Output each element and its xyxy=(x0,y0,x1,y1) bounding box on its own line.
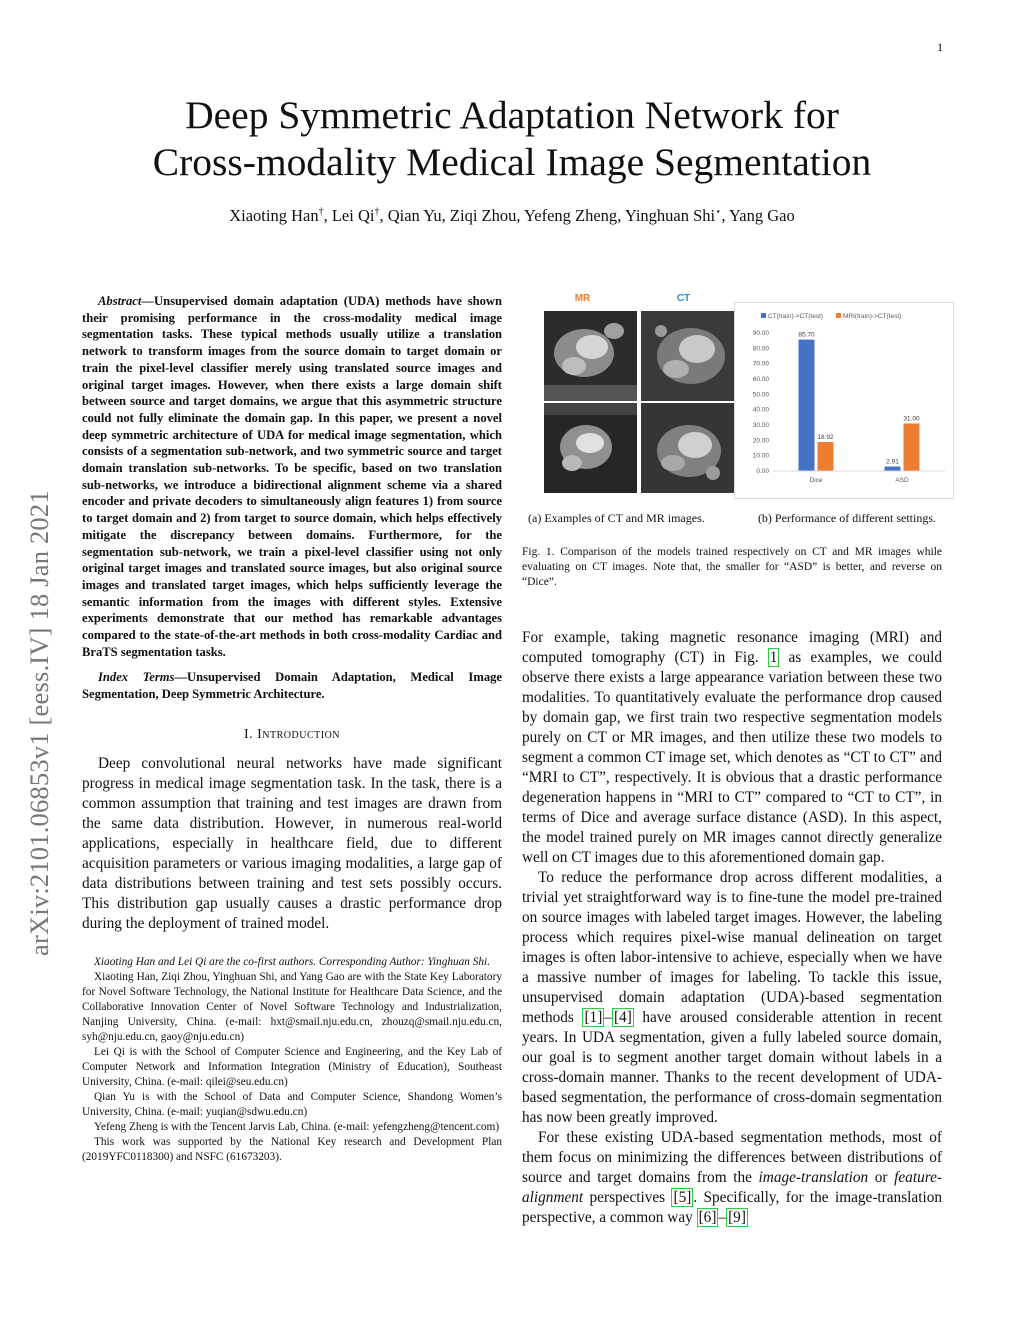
bar xyxy=(885,467,901,471)
subcaption-a: (a) Examples of CT and MR images. xyxy=(528,511,705,525)
ct-scan-image xyxy=(641,311,734,401)
bar xyxy=(904,423,920,471)
y-tick-label: 20.00 xyxy=(752,437,769,445)
footnote-affiliation-4: Yefeng Zheng is with the Tencent Jarvis Lab, China. (e-mail: yefengzheng@tencent.com) xyxy=(94,1120,500,1133)
author: Xiaoting Han†, xyxy=(229,206,332,225)
title-line-2: Cross-modality Medical Image Segmentation xyxy=(152,140,872,184)
legend-swatch xyxy=(836,313,841,318)
figure-1 xyxy=(522,293,942,590)
mr-scan-image xyxy=(544,403,637,493)
left-column xyxy=(82,293,502,1165)
y-axis xyxy=(753,330,770,475)
chart-bars xyxy=(798,332,920,471)
section-heading-introduction: I. Introduction xyxy=(243,726,341,742)
legend-label: CT(train)->CT(test) xyxy=(768,313,824,320)
page-number: 1 xyxy=(937,40,943,54)
subcaption-b: (b) Performance of different settings. xyxy=(757,511,936,525)
citation-link[interactable]: [5] xyxy=(673,1189,692,1206)
body-paragraph: For these existing UDA-based segmentation methods, most of them focus on minimizing the differences between distributions of source and target domains from the image-translation or feature-alignment perspectives [5] . Specifically, for the image-translation perspective, a common way [6] – [9] xyxy=(522,1129,942,1226)
author: Yang Gao xyxy=(729,206,795,225)
data-label: 18.92 xyxy=(817,433,834,441)
arxiv-identifier[interactable]: arXiv:2101.06853v1 [eess.IV] 18 Jan 2021 xyxy=(24,490,54,956)
x-axis xyxy=(773,471,945,484)
citation-link[interactable]: [9] xyxy=(728,1209,746,1226)
figure-caption: Fig. 1. Comparison of the models trained respectively on CT and MR images while evaluating on CT images. Note that, the smaller for “ASD” is better, and reverse on “Dice”. xyxy=(522,546,942,588)
paper-title xyxy=(90,92,934,186)
y-tick-label: 10.00 xyxy=(752,452,769,460)
citation-link[interactable]: [6] xyxy=(698,1209,717,1226)
author: Yefeng Zheng, xyxy=(524,206,625,225)
citation-link[interactable]: [1] xyxy=(584,1009,603,1026)
legend-swatch xyxy=(761,313,766,318)
footnote-cofirst: Xiaoting Han and Lei Qi are the co-first authors. Corresponding Author: Yinghuan Shi. xyxy=(94,955,491,968)
citation-link[interactable]: [4] xyxy=(613,1009,632,1026)
performance-chart xyxy=(734,302,954,499)
footnotes xyxy=(82,955,502,1165)
x-tick-label: ASD xyxy=(895,477,909,484)
footnote-affiliation-1: Xiaoting Han, Ziqi Zhou, Yinghuan Shi, and Yang Gao are with the State Key Laboratory for Novel Software Technology, the National Institute for Healthcare Data Science, and the Collaborative Innovation Center of Novel Software Technology and Industrialization, Nanjing University, China. (e-mail: hxt@smail.nju.edu.cn, zhouzq@smail.nju.edu.cn, syh@nju.edu.cn, gaoy@nju.edu.cn) xyxy=(82,970,502,1043)
y-tick-label: 50.00 xyxy=(752,391,769,399)
body-paragraph: For example, taking magnetic resonance imaging (MRI) and computed tomography (CT) in Fig. 1 as examples, we could observe there exists a large appearance variation between these two modalities. To quantitatively evaluate the performance drop caused by domain gap, we first train two respective segmentation models purely on CT or MR images, and then utilize these two models to segment a common CT image set, which denotes as “CT to CT” and “MRI to CT”, respectively. It is obvious that a drastic performance degeneration happens in “MRI to CT” compared to “CT to CT”, in terms of Dice and average surface distance (ASD). In this aspect, the model trained purely on MR images cannot directly generalize well on CT images due to this aforementioned domain gap. xyxy=(522,629,943,866)
intro-paragraph: Deep convolutional neural networks have made significant progress in medical image segmentation task. In the task, there is a common assumption that training and test images are drawn from the same data distribution. However, in numerous real-world applications, especially in healthcare field, due to different acquisition parameters or various imaging modalities, a large gap of data distributions between training and test sets possibly occurs. This distribution gap usually causes a drastic performance drop during the deployment of trained model. xyxy=(82,754,502,932)
mr-ct-examples xyxy=(532,293,734,493)
body-paragraph: To reduce the performance drop across different modalities, a trivial yet straightforward way is to fine-tune the model pre-trained on source images with labeled target images. However, the labeling process which requires pixel-wise manual delineation on target images is often labor-intensive to achieve, especially when we have a massive number of images for labeling. To tackle this issue, unsupervised domain adaptation (UDA)-based segmentation methods [1] – [4] have aroused considerable attention in recent years. In UDA segmentation, given a fully labeled source domain, our goal is to segment another target domain without labels in a cross-domain manner. Thanks to the recent development of UDA-based segmentation, the performance of cross-domain segmentation has now been greatly improved. xyxy=(522,869,942,1126)
author: Lei Qi†, xyxy=(331,206,388,225)
y-tick-label: 40.00 xyxy=(752,406,769,414)
title-line-1: Deep Symmetric Adaptation Network for xyxy=(185,93,839,137)
label-mr: MR xyxy=(574,293,591,304)
footnote-affiliation-3: Qian Yu is with the School of Data and Computer Science, Shandong Women’s University, China. (e-mail: yuqian@sdwu.edu.cn) xyxy=(82,1090,502,1118)
figure-reference-link[interactable]: 1 xyxy=(769,649,778,666)
index-terms: Index Terms—Unsupervised Domain Adaptation, Medical Image Segmentation, Deep Symmetric Architecture. xyxy=(82,670,503,702)
abstract: Abstract—Unsupervised domain adaptation (UDA) methods have shown their promising performance in the cross-modality medical image segmentation tasks. These typical methods usually utilize a translation network to transform images from the source domain to target domain or train the pixel-level classifier merely using translated source images and original target images. However, when there exists a large domain shift between source and target domains, we argue that this asymmetric structure could not fully eliminate the domain gap. In this paper, we present a novel deep symmetric architecture of UDA for medical image segmentation, which consists of a segmentation sub-network, and two symmetric source and target domain translation sub-networks. To be specific, based on two translation sub-networks, we introduce a bidirectional alignment scheme via a shared encoder and private decoders to simultaneously align features 1) from source to target domain and 2) from target to source domain, which helps effectively mitigate the discrepancy between domains. Furthermore, for the segmentation sub-network, we train a pixel-level classifier using not only original target images and translated source images, but also original source images and translated target images, which helps sufficiently leverage the semantic information from the images with different styles. Extensive experiments demonstrate that our method has remarkable advantages compared to the state-of-the-art methods in both cross-modality Cardiac and BraTS segmentation tasks. xyxy=(82,294,502,659)
author-list xyxy=(90,206,934,226)
y-tick-label: 0.00 xyxy=(756,468,769,475)
y-tick-label: 30.00 xyxy=(752,422,769,429)
bar xyxy=(799,340,815,471)
author: Ziqi Zhou, xyxy=(449,206,524,225)
data-label: 2.91 xyxy=(886,458,899,466)
x-tick-label: Dice xyxy=(809,477,823,484)
y-tick-label: 60.00 xyxy=(752,376,769,383)
mr-scan-image xyxy=(544,311,637,401)
y-tick-label: 90.00 xyxy=(752,330,769,337)
label-ct: CT xyxy=(676,293,691,304)
bar xyxy=(818,442,834,471)
footnote-affiliation-2: Lei Qi is with the School of Computer Science and Engineering, and the Key Lab of Computer Network and Information Integration (Ministry of Education), Southeast University, China. (e-mail: qilei@seu.edu.cn) xyxy=(82,1045,502,1088)
author: Qian Yu, xyxy=(387,206,450,225)
data-label: 31.00 xyxy=(903,415,920,423)
chart-legend xyxy=(761,313,901,320)
legend-label: MRI(train)->CT(test) xyxy=(843,313,902,320)
right-column xyxy=(522,293,942,1228)
author: Yinghuan Shi⋆, xyxy=(624,206,730,225)
y-tick-label: 70.00 xyxy=(752,360,769,368)
footnote-funding: This work was supported by the National Key research and Development Plan (2019YFC0118300) and NSFC (61673203). xyxy=(82,1135,502,1163)
data-label: 85.70 xyxy=(798,331,815,339)
y-tick-label: 80.00 xyxy=(752,345,769,353)
bar-chart xyxy=(735,303,953,498)
ct-scan-image xyxy=(641,403,734,493)
